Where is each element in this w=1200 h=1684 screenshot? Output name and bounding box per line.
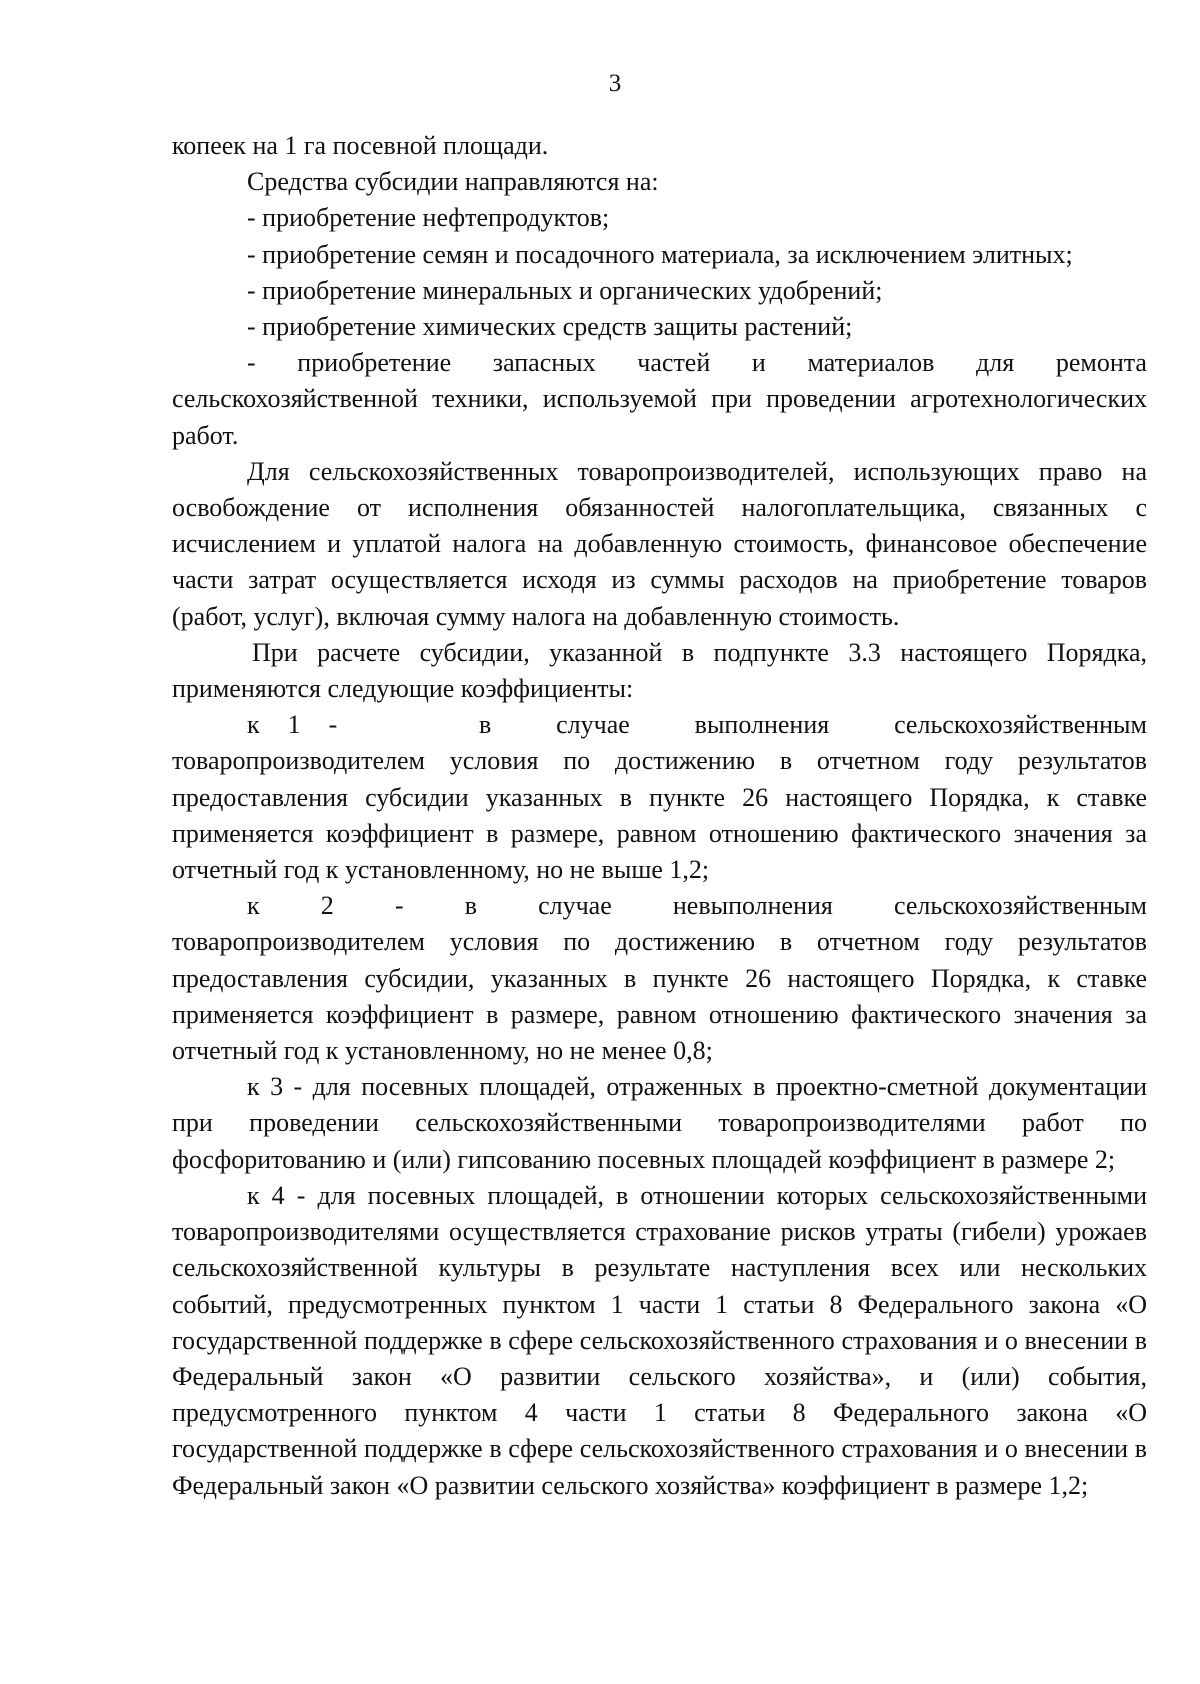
k1-first-line-rest <box>479 707 1147 743</box>
k1-continuation: товаропроизводителем условия по достижению в отчетном году результатов предоставления субсидии указанных в пункте 26 настоящего Порядка, к ставке применяется коэффициент в размере, равном отношению фактического значения за отчетный год к установленному, но не выше 1,2; <box>172 746 1147 885</box>
word: ремонта <box>1055 348 1147 378</box>
word: 2 <box>320 891 334 921</box>
word: - <box>328 710 338 740</box>
k2-continuation: товаропроизводителем условия по достижению в отчетном году результатов предоставления субсидии, указанных в пункте 26 настоящего Порядка, к ставке применяется коэффициент в размере, равном отношению фактического значения за отчетный год к установленному, но не менее 0,8; <box>172 927 1147 1066</box>
k1-first-line <box>172 707 1147 743</box>
word: запасных <box>492 348 596 378</box>
spare-parts-continuation: сельскохозяйственной техники, используемой при проведении агротехнологических работ. <box>172 384 1147 450</box>
paragraph-vat-exemption: Для сельскохозяйственных товаропроизводителей, использующих право на освобождение от исполнения обязанностей налогоплательщика, связанных с исчислением и уплатой налога на добавленную стоимость, финансовое обеспечение части затрат осуществляется исходя из суммы расходов на приобретение товаров (работ, услуг), включая сумму налога на добавленную стоимость. <box>172 456 1147 631</box>
word: - <box>394 891 404 921</box>
word: случае <box>538 891 612 921</box>
word: сельскохозяйственным <box>894 710 1147 740</box>
word: 1 <box>287 710 301 740</box>
k2-first-line <box>172 888 1147 924</box>
word: случае <box>556 710 630 740</box>
coefficient-k1 <box>172 707 1147 888</box>
coefficient-k2 <box>172 888 1147 1069</box>
word: для <box>976 348 1015 378</box>
word: частей <box>637 348 711 378</box>
word: невыполнения <box>672 891 833 921</box>
word: к <box>247 710 260 740</box>
list-item-seeds: - приобретение семян и посадочного материала, за исключением элитных; <box>247 239 1073 269</box>
list-item-chemicals: - приобретение химических средств защиты растений; <box>247 312 853 342</box>
word: сельскохозяйственным <box>894 891 1147 921</box>
coefficient-k4: к 4 - для посевных площадей, в отношении которых сельскохозяйственными товаропроизводителями осуществляется страхование рисков утраты (гибели) урожаев сельскохозяйственной культуры в результате наступления всех или нескольких событий, предусмотренных пунктом 1 части 1 статьи 8 Федерального закона «О государственной поддержке в сфере сельскохозяйственного страхования и о внесении в Федеральный закон «О развитии сельского хозяйства», и (или) события, предусмотренного пунктом 4 части 1 статьи 8 Федерального закона «О государственной поддержке в сфере сельскохозяйственного страхования и о внесении в Федеральный закон «О развитии сельского хозяйства» коэффициент в размере 1,2; <box>172 1180 1147 1500</box>
k1-lead <box>247 707 479 743</box>
word: в <box>464 891 477 921</box>
word: материалов <box>807 348 935 378</box>
word: - <box>247 348 256 378</box>
word: выполнения <box>694 710 830 740</box>
coefficient-k3: к 3 - для посевных площадей, отраженных в проектно-сметной документации при проведении сельскохозяйственными товаропроизводителями работ по фосфоритованию и (или) гипсованию посевных площадей коэффициент в размере 2; <box>172 1072 1147 1174</box>
document-body <box>172 128 1147 1504</box>
list-item-fertilizers: - приобретение минеральных и органических удобрений; <box>247 275 883 305</box>
word: и <box>751 348 766 378</box>
word: в <box>479 710 492 740</box>
list-item-spare-parts <box>172 345 1147 454</box>
spare-parts-first-line <box>172 345 1147 381</box>
paragraph-coefficients-intro: При расчете субсидии, указанной в подпункте 3.3 настоящего Порядка, применяются следующие коэффициенты: <box>172 637 1147 704</box>
word: к <box>247 891 260 921</box>
word: приобретение <box>297 348 452 378</box>
list-item-petroleum: - приобретение нефтепродуктов; <box>247 203 610 233</box>
paragraph-subsidy-purposes-intro: Средства субсидии направляются на: <box>247 167 659 197</box>
paragraph-continuation: копеек на 1 га посевной площади. <box>172 131 549 160</box>
page-number: 3 <box>608 70 622 97</box>
